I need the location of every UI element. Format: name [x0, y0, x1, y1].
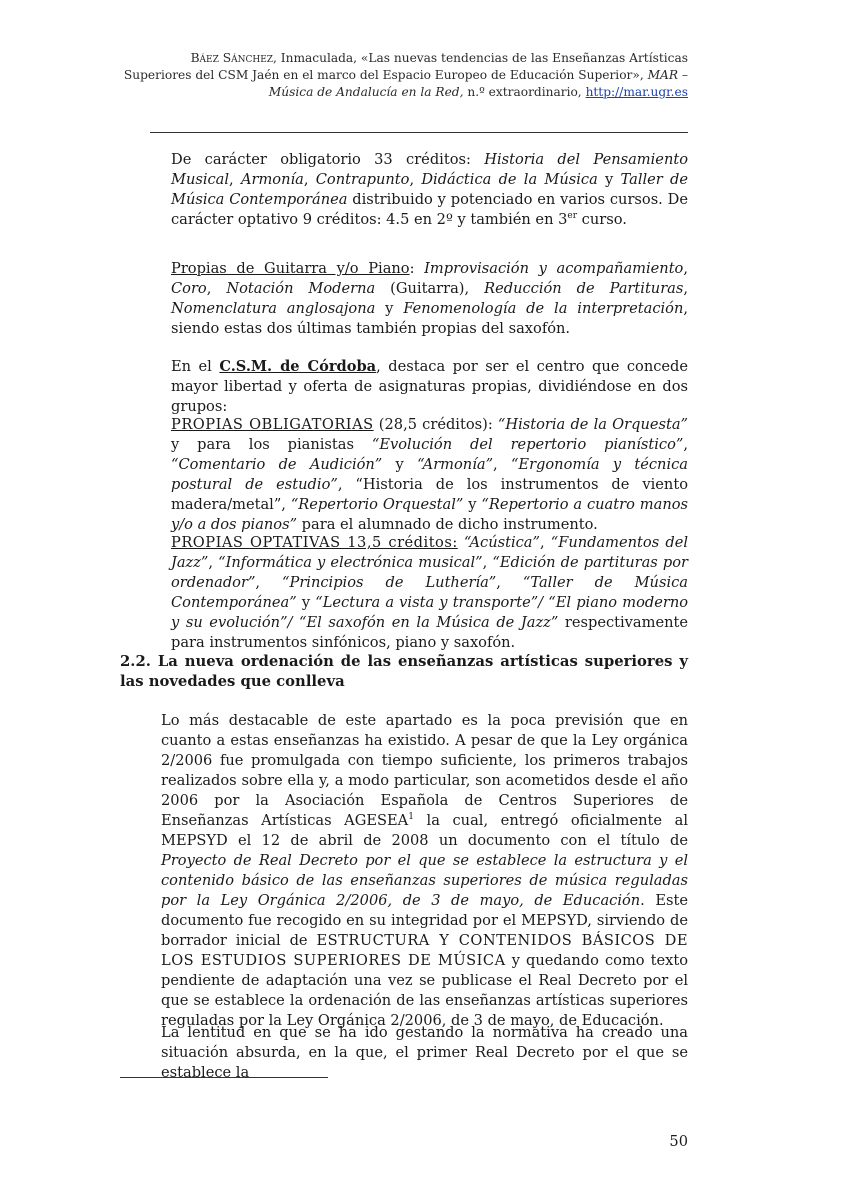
text: y para los pianistas [171, 436, 372, 453]
subject-title: “Historia de la Orquesta” [497, 416, 688, 433]
paragraph-new-ordination [161, 711, 688, 1031]
section-heading: 2.2. La nueva ordenación de las enseñanzas artísticas superiores y las novedades que conlleva [120, 653, 688, 690]
subject-title: “Principios de Luthería” [282, 574, 497, 591]
text: : [409, 260, 425, 277]
text: . Este documento fue recogido en su integridad por el MEPSYD, sirviendo de borrador inicial de [161, 892, 689, 949]
institution-name: C.S.M. de Córdoba [219, 358, 377, 375]
subject-title: Contrapunto [315, 171, 410, 188]
paragraph-slowness [161, 1023, 688, 1083]
subject-title: “Comentario de Audición” [171, 456, 383, 473]
text: , [409, 171, 422, 188]
subject-title: Didáctica de la Música [421, 171, 598, 188]
paragraph-optional-own [171, 533, 688, 653]
text: y [375, 300, 404, 317]
subject-title: Reducción de Partituras [484, 280, 684, 297]
text: para el alumnado de dicho instrumento. [297, 516, 598, 533]
subject-title: Coro [171, 280, 207, 297]
text: , [482, 554, 493, 571]
subject-title: Historia del Pensamiento Musical [171, 151, 688, 188]
paragraph-obligatory-own [171, 415, 688, 535]
paragraph-guitar-piano [171, 259, 688, 339]
text: y [382, 456, 418, 473]
subject-title: “Repertorio Orquestal” [290, 496, 464, 513]
footnote-marker[interactable]: 1 [408, 812, 414, 822]
text: , “Historia de los instrumentos de viento madera/metal”, [171, 476, 688, 513]
subject-title: “Armonía” [417, 456, 494, 473]
text: , [539, 534, 551, 551]
text: (Guitarra), [375, 280, 485, 297]
text: , [255, 574, 283, 591]
paragraph-cordoba [171, 357, 688, 417]
header-issue: n.º extraordinario, [463, 85, 586, 99]
subject-title: “Informática y electrónica musical” [218, 554, 483, 571]
text: , [493, 456, 511, 473]
text: y quedando como texto pendiente de adaptación una vez se publicase el Real Decreto por el que se establece la ordenación de las enseñanzas artísticas superiores reguladas por la Ley Orgánica 2/2006, de 3 de mayo, de Educación. [161, 952, 689, 1029]
header-url-link[interactable]: http://mar.ugr.es [585, 85, 688, 99]
subject-title: “Fundamentos del Jazz” [171, 534, 688, 571]
caps-title: ESTRUCTURA Y CONTENIDOS BÁSICOS DE LOS ESTUDIOS SUPERIORES DE MÚSICA [161, 932, 688, 969]
text: respectivamente para instrumentos sinfónicos, piano y saxofón. [171, 614, 688, 651]
paragraph-obligatory-credits [171, 150, 688, 230]
running-header [120, 50, 688, 101]
text: La lentitud en que se ha ido gestando la normativa ha creado una situación absurda, en la que, el primer Real Decreto por el que se establece la [161, 1024, 688, 1081]
subject-title: Taller de Música Contemporánea [171, 171, 688, 208]
text: y [296, 594, 316, 611]
text: , [683, 436, 688, 453]
subject-title: “Edición de partituras por ordenador” [171, 554, 689, 591]
subject-title: Armonía [240, 171, 304, 188]
subject-title: “Acústica” [463, 534, 540, 551]
subject-title: “Taller de Música Contemporánea” [171, 574, 688, 611]
header-reference: , Inmaculada, «Las nuevas tendencias de las Enseñanzas Artísticas Superiores del CSM Jaén en el marco del Espacio Europeo de Educación Superior», [123, 51, 688, 82]
text: Lo más destacable de este apartado es la poca previsión que en cuanto a estas enseñanzas ha existido. A pesar de que la Ley orgánica 2/2006 fue promulgada con tiempo suficiente, los primeros trabajos realizados sobre ella y, a modo particular, son acometidos desde el año 2006 por la Asociación Española de Centros Superiores de Enseñanzas Artísticas AGESEA [161, 712, 688, 829]
text: , [208, 554, 219, 571]
footnote-divider [120, 1077, 328, 1078]
text: , [206, 280, 227, 297]
text: distribuido y potenciado en varios cursos. De carácter optativo 9 créditos: 4.5 en 2º y también en 3 [171, 191, 688, 228]
text: En el [171, 358, 220, 375]
subject-title: “Lectura a vista y transporte”/ “El piano moderno y su evolución”/ “El saxofón en la Música de Jazz” [171, 594, 689, 631]
subject-title: Fenomenología de la interpretación [403, 300, 684, 317]
text: y [463, 496, 482, 513]
header-author: Báez Sánchez [190, 51, 274, 65]
subject-title: Notación Moderna [226, 280, 376, 297]
subject-title: Nomenclatura anglosajona [171, 300, 376, 317]
text: , [683, 260, 688, 277]
subject-title: “Repertorio a cuatro manos y/o a dos pianos” [171, 496, 688, 533]
superscript: er [567, 211, 578, 221]
subject-title: “Evolución del repertorio pianístico” [371, 436, 684, 453]
underlined-heading: PROPIAS OPTATIVAS 13,5 créditos: [171, 534, 458, 551]
text: la cual, entregó oficialmente al MEPSYD el 12 de abril de 2008 un documento con el título de [161, 812, 688, 849]
text: (28,5 créditos): [373, 416, 498, 433]
text: , [496, 574, 523, 591]
text: y [597, 171, 621, 188]
text: , [229, 171, 241, 188]
text: , [683, 280, 689, 297]
text: , destaca por ser el centro que concede mayor libertad y oferta de asignaturas propias, dividiéndose en dos grupos: [171, 358, 689, 415]
text: , siendo estas dos últimas también propias del saxofón. [171, 300, 689, 337]
document-title: Proyecto de Real Decreto por el que se establece la estructura y el contenido básico de las enseñanzas superiores de música reguladas por la Ley Orgánica 2/2006, de 3 de mayo, de Educación [161, 852, 688, 909]
underlined-heading: PROPIAS OBLIGATORIAS [171, 416, 374, 433]
header-divider [150, 132, 688, 133]
text: curso. [577, 211, 627, 228]
subject-title: “Ergonomía y técnica postural de estudio” [171, 456, 688, 493]
page-number: 50 [669, 1133, 688, 1150]
text: , [303, 171, 316, 188]
subject-title: Improvisación y acompañamiento [424, 260, 684, 277]
header-journal: MAR – Música de Andalucía en la Red, [268, 68, 688, 99]
text: De carácter obligatorio 33 créditos: [171, 151, 485, 168]
underlined-heading: Propias de Guitarra y/o Piano [171, 260, 410, 277]
